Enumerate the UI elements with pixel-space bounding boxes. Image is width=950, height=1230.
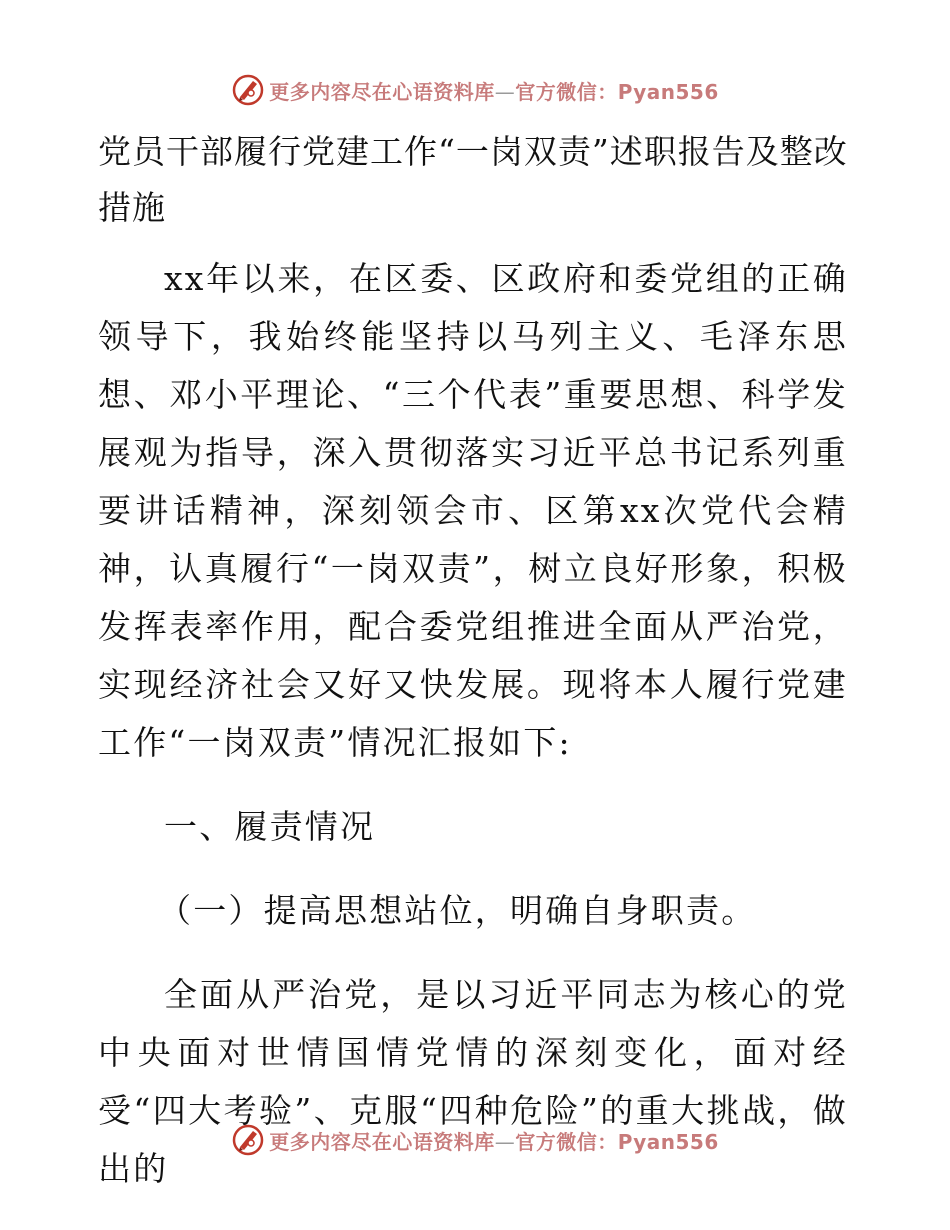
watermark-separator: — <box>494 1129 516 1154</box>
paragraph-intro: xx年以来，在区委、区政府和委党组的正确领导下，我始终能坚持以马列主义、毛泽东思想、邓小平理论、“三个代表”重要思想、科学发展观为指导，深入贯彻落实习近平总书记系列重要讲话精神，深刻领会市、区第xx次党代会精神，认真履行“一岗双责”，树立良好形象，积极发挥表率作用，配合委党组推进全面从严治党，实现经济社会又好又快发展。现将本人履行党建工作“一岗双责”情况汇报如下: <box>98 259 848 762</box>
subsection-heading: （一）提高思想站位，明确自身职责。 <box>158 891 757 930</box>
document-title: 党员干部履行党建工作“一岗双责”述职报告及整改措施 <box>98 132 848 227</box>
watermark-separator: — <box>494 79 516 104</box>
header-watermark <box>0 73 950 107</box>
footer-watermark <box>0 1123 950 1157</box>
document-body <box>98 250 848 1198</box>
watermark-wechat: 官方微信：Pyan556 <box>515 1129 719 1154</box>
section-heading: 一、履责情况 <box>164 807 376 846</box>
pen-seal-icon <box>231 73 265 107</box>
watermark-site: 更多内容尽在心语资料库 <box>269 1129 495 1154</box>
pen-seal-icon <box>231 1123 265 1157</box>
watermark-site: 更多内容尽在心语资料库 <box>269 79 495 104</box>
paragraph-body: 全面从严治党，是以习近平同志为核心的党中央面对世情国情党情的深刻变化，面对经受“四大考验”、克服“四种危险”的重大挑战，做出的 <box>98 975 848 1188</box>
watermark-wechat: 官方微信：Pyan556 <box>515 79 719 104</box>
